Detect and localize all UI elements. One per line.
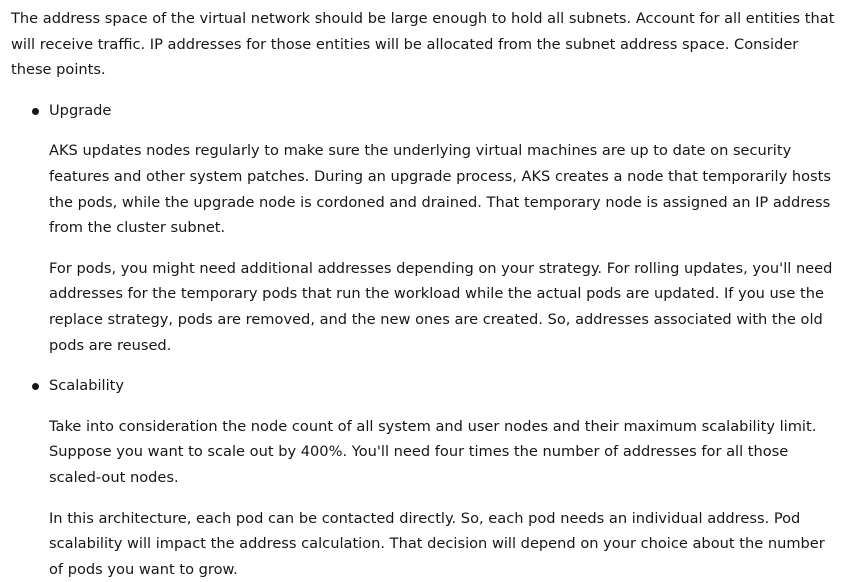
- list-item-title: Upgrade: [49, 98, 837, 124]
- bullet-icon: [32, 108, 39, 115]
- list-item-scalability: [11, 373, 837, 582]
- list-item-title: Scalability: [49, 373, 837, 399]
- intro-paragraph: The address space of the virtual network should be large enough to hold all subnets. Account for all entities that will receive traffic. IP addresses for those entities will be allocated from the subnet address space. Consider these points.: [11, 6, 837, 83]
- list-item-paragraph: Take into consideration the node count of all system and user nodes and their maximum scalability limit. Suppose you want to scale out by 400%. You'll need four times the number of addresses for all those scaled-out nodes.: [49, 414, 837, 491]
- considerations-list: [11, 98, 837, 582]
- list-item-paragraph: In this architecture, each pod can be contacted directly. So, each pod needs an individual address. Pod scalability will impact the address calculation. That decision will depend on your choice about the number of pods you want to grow.: [49, 506, 837, 582]
- list-item-paragraph: AKS updates nodes regularly to make sure the underlying virtual machines are up to date on security features and other system patches. During an upgrade process, AKS creates a node that temporarily hosts the pods, while the upgrade node is cordoned and drained. That temporary node is assigned an IP address from the cluster subnet.: [49, 138, 837, 240]
- list-item-paragraph: For pods, you might need additional addresses depending on your strategy. For rolling updates, you'll need addresses for the temporary pods that run the workload while the actual pods are updated. If you use the replace strategy, pods are removed, and the new ones are created. So, addresses associated with the old pods are reused.: [49, 256, 837, 358]
- list-item-upgrade: [11, 98, 837, 358]
- bullet-icon: [32, 383, 39, 390]
